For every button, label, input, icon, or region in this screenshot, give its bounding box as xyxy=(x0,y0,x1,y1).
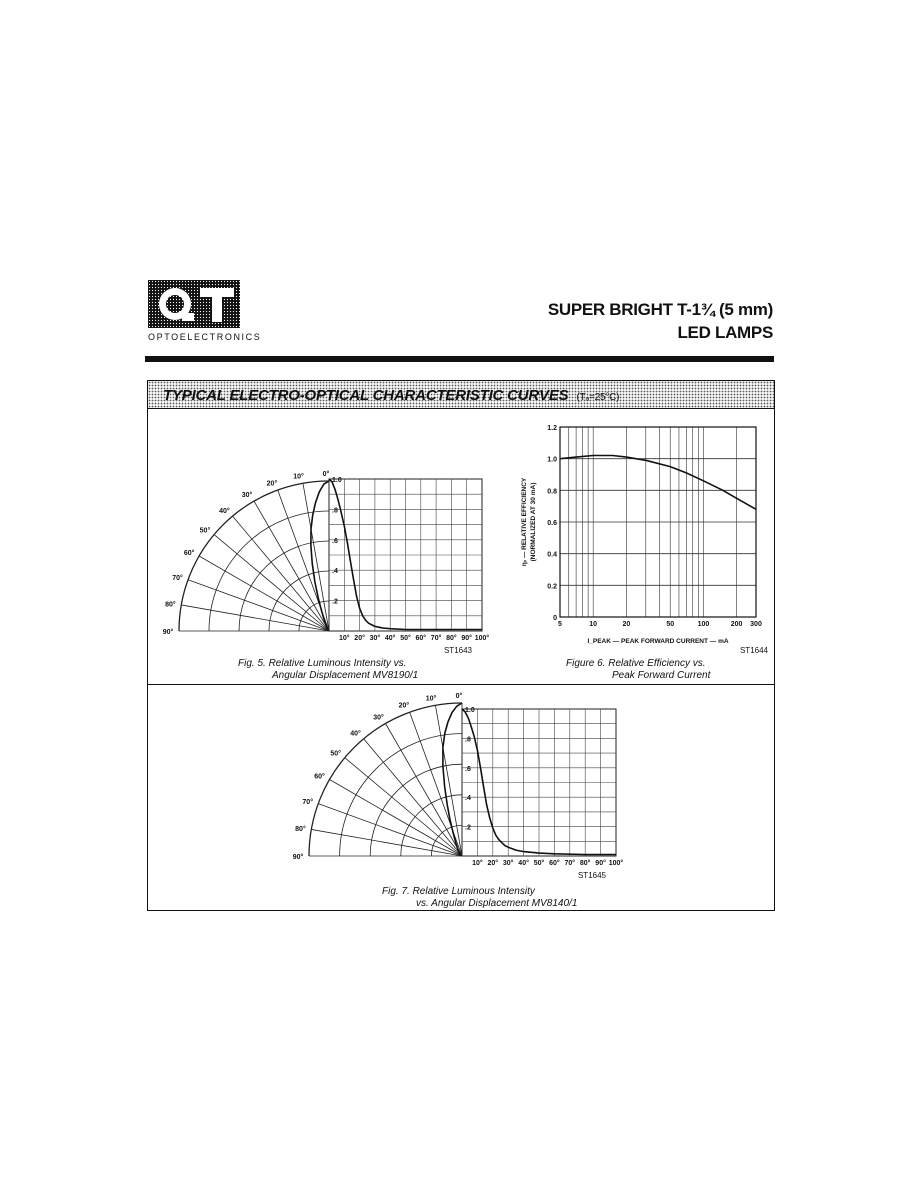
fig5-angle-label: 0° xyxy=(322,471,330,478)
fig5-code-label: ST1643 xyxy=(443,646,472,655)
fig6-y-tick-label: 0.4 xyxy=(547,551,557,559)
fig6-x-tick-label: 300 xyxy=(750,621,762,628)
page-title xyxy=(548,298,773,344)
fig7-x-tick-label: 60° xyxy=(549,860,560,867)
fig7-y-tick-label: .8 xyxy=(465,736,471,744)
fig7-x-tick-label: 100° xyxy=(608,860,624,867)
fig5-x-tick-label: 90° xyxy=(461,635,472,642)
banner-title xyxy=(163,387,619,404)
fig5-y-tick-label: .6 xyxy=(332,537,338,545)
fig5-chart xyxy=(148,461,508,655)
fig6-x-tick-label: 10 xyxy=(589,621,598,628)
fig7-x-tick-label: 30° xyxy=(502,860,514,867)
fig6-code-label: ST1644 xyxy=(739,646,768,655)
fig6-y-tick-label: 1.2 xyxy=(547,425,557,432)
fig7-angle-label: 50° xyxy=(330,750,341,758)
fig5-caption xyxy=(238,658,418,682)
fig5-angle-label: 20° xyxy=(266,480,278,488)
fig5-angle-label: 50° xyxy=(199,527,211,535)
fig7-y-tick-label: 1.0 xyxy=(465,707,475,714)
fig6-y-tick-label: 0 xyxy=(553,615,557,622)
fig5-angle-label: 30° xyxy=(241,492,253,500)
fig5-x-tick-label: 20° xyxy=(354,635,365,642)
fig7-angle-label: 90° xyxy=(292,854,304,861)
fig6-x-tick-label: 20 xyxy=(622,621,631,628)
fig6-y-tick-label: 0.8 xyxy=(547,488,557,496)
fig5-angle-label: 60° xyxy=(183,550,195,557)
fig5-x-tick-label: 70° xyxy=(430,635,442,642)
fig7-code-label: ST1645 xyxy=(577,871,606,880)
fig6-x-tick-label: 50 xyxy=(666,621,675,628)
fig6-x-axis-label: I_PEAK — PEAK FORWARD CURRENT — mA xyxy=(587,638,729,645)
fig5-y-tick-label: .8 xyxy=(332,507,338,515)
fig5-angle-label: 10° xyxy=(293,473,304,481)
fig6-x-tick-label: 200 xyxy=(730,621,743,628)
logo-text: OPTOELECTRONICS xyxy=(148,332,262,342)
fig7-angle-label: 30° xyxy=(373,714,384,722)
fig5-x-tick-label: 100° xyxy=(474,635,490,642)
fig5-angle-label: 80° xyxy=(165,601,176,609)
section-banner xyxy=(148,381,774,409)
panel-divider xyxy=(148,684,774,685)
fig5-y-tick-label: .4 xyxy=(332,568,338,576)
fig7-x-tick-label: 20° xyxy=(487,860,499,867)
qt-logo-mark xyxy=(148,280,240,330)
banner-condition: (Tₐ=25°C) xyxy=(576,392,620,403)
fig6-curve xyxy=(560,456,756,510)
fig7-x-tick-label: 90° xyxy=(595,860,606,867)
fig6-y-axis-label-2: (NORMALIZED AT 30 mA) xyxy=(530,482,537,562)
fig7-angle-label: 40° xyxy=(350,730,361,738)
fig5-y-tick-label: 1.0 xyxy=(332,477,342,484)
fig7-caption-subtitle: vs. Angular Displacement MV8140/1 xyxy=(416,898,578,909)
fig7-angle-label: 60° xyxy=(314,773,325,781)
fig7-y-tick-label: .6 xyxy=(465,765,471,773)
banner-title-text: TYPICAL ELECTRO-OPTICAL CHARACTERISTIC CURVES xyxy=(163,387,569,404)
fig6-y-axis-label-1: ηᵥ — RELATIVE EFFICIENCY xyxy=(521,477,528,567)
fig5-angle-label: 90° xyxy=(162,629,174,636)
fig7-x-tick-label: 80° xyxy=(579,860,591,867)
fig6-x-tick-label: 100 xyxy=(697,621,710,628)
fig6-caption-title: Figure 6. Relative Efficiency vs. xyxy=(566,658,706,669)
fig7-y-tick-label: .2 xyxy=(465,824,471,832)
fig7-chart xyxy=(292,693,638,889)
fig5-x-tick-label: 50° xyxy=(400,635,411,642)
fig7-caption-title: Fig. 7. Relative Luminous Intensity xyxy=(382,886,535,897)
fig5-polar-curve xyxy=(311,481,329,631)
fig7-x-tick-label: 40° xyxy=(518,860,529,867)
fig5-x-tick-label: 30° xyxy=(369,635,381,642)
fig7-angle-label: 10° xyxy=(425,695,437,703)
company-logo xyxy=(148,280,262,350)
fig7-angle-label: 20° xyxy=(398,702,410,710)
fig7-caption xyxy=(382,886,577,910)
fig5-angle-label: 40° xyxy=(219,507,230,515)
fig7-angle-label: 0° xyxy=(455,693,463,700)
fig6-caption-subtitle: Peak Forward Current xyxy=(612,670,711,681)
fig7-x-tick-label: 10° xyxy=(472,860,483,867)
fig6-y-tick-label: 1.0 xyxy=(547,456,557,464)
fig7-polar-curve xyxy=(443,703,462,856)
fig5-caption-subtitle: Angular Displacement MV8190/1 xyxy=(272,670,419,681)
title-line-2: LED LAMPS xyxy=(677,323,773,342)
fig7-angle-label: 80° xyxy=(295,826,306,834)
fig5-caption-title: Fig. 5. Relative Luminous Intensity vs. xyxy=(238,658,407,669)
fig5-y-tick-label: .2 xyxy=(332,598,338,606)
fig6-y-tick-label: 0.2 xyxy=(547,583,557,591)
fig6-x-tick-label: 5 xyxy=(558,621,562,628)
title-line-1: SUPER BRIGHT T-1¾ (5 mm) xyxy=(547,300,773,319)
fig6-caption xyxy=(566,658,710,682)
fig5-x-tick-label: 60° xyxy=(415,635,427,642)
fig5-x-tick-label: 80° xyxy=(446,635,457,642)
fig5-x-tick-label: 40° xyxy=(384,635,396,642)
curves-panel xyxy=(147,380,775,911)
fig7-x-tick-label: 70° xyxy=(564,860,576,867)
fig5-angle-label: 70° xyxy=(172,574,183,582)
fig7-angle-label: 70° xyxy=(302,798,314,806)
fig6-chart xyxy=(508,419,773,659)
fig5-x-tick-label: 10° xyxy=(339,635,350,642)
fig6-y-tick-label: 0.6 xyxy=(547,520,557,527)
fig7-x-tick-label: 50° xyxy=(533,860,545,867)
header-rule xyxy=(145,356,774,362)
fig7-y-tick-label: .4 xyxy=(465,795,471,803)
